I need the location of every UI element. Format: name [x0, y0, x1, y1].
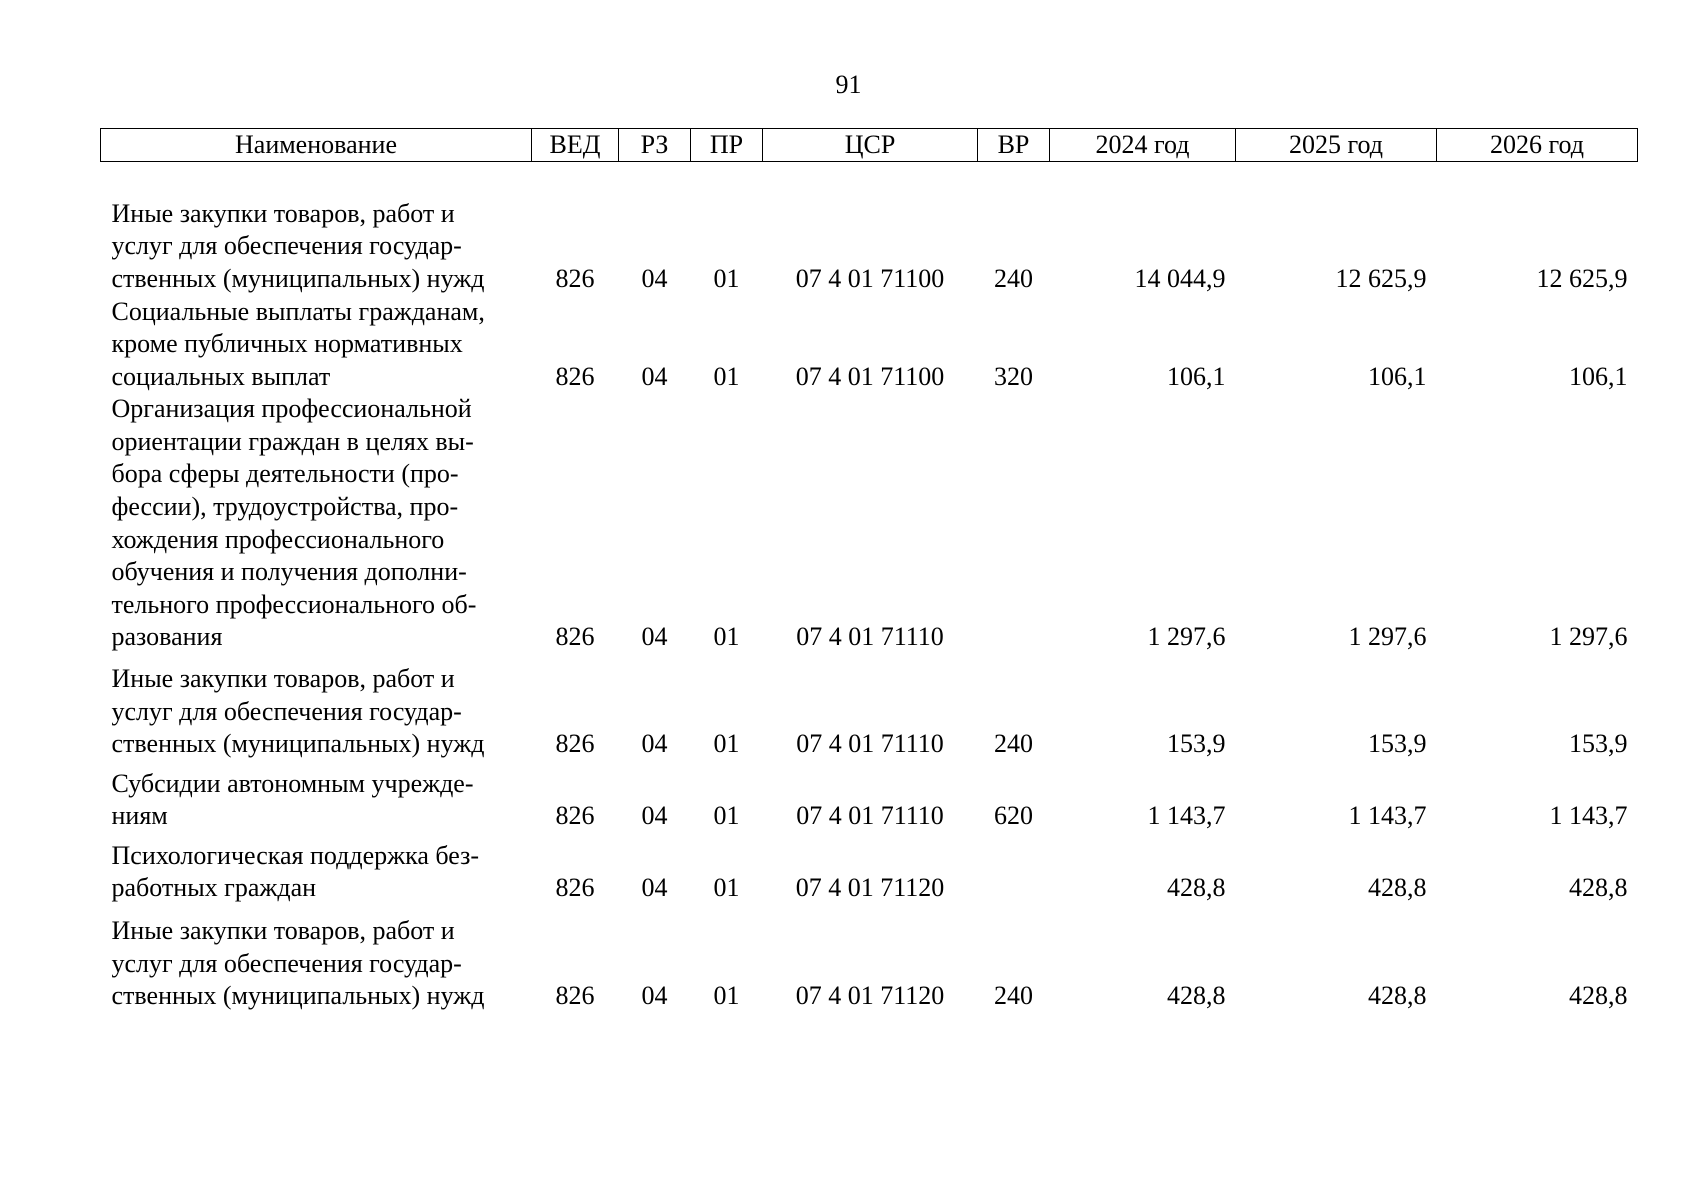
row-csr: 07 4 01 71110 — [796, 622, 944, 652]
row-name-line: тельного профессионального об- — [111, 589, 477, 619]
table-row — [101, 296, 1638, 394]
row-name-line: Организация профессиональной — [111, 394, 472, 424]
table-row — [101, 905, 1638, 1013]
row-value-2025: 1 143,7 — [1348, 801, 1427, 831]
row-csr: 07 4 01 71110 — [796, 729, 944, 759]
row-name-line: услуг для обеспечения государ- — [111, 696, 462, 726]
row-name-line: Иные закупки товаров, работ и — [111, 198, 455, 228]
row-csr: 07 4 01 71120 — [795, 873, 945, 903]
row-value-2024: 428,8 — [1167, 873, 1226, 903]
row-name — [101, 905, 532, 1013]
row-vr: 240 — [994, 263, 1033, 293]
row-rz: 04 — [641, 263, 668, 293]
row-name-line: услуг для обеспечения государ- — [111, 231, 462, 261]
table-row — [101, 654, 1638, 761]
row-pr: 01 — [713, 729, 740, 759]
row-value-2024: 428,8 — [1167, 981, 1226, 1011]
row-vr — [978, 393, 1050, 654]
table-row — [101, 833, 1638, 905]
row-rz: 04 — [641, 981, 668, 1011]
row-ved: 826 — [555, 263, 595, 293]
row-ved: 826 — [555, 981, 595, 1011]
row-ved: 826 — [555, 801, 595, 831]
row-rz: 04 — [641, 801, 668, 831]
row-pr: 01 — [713, 361, 740, 391]
row-value-2024: 1 297,6 — [1147, 622, 1226, 652]
row-ved: 826 — [555, 361, 595, 391]
row-name-line: Иные закупки товаров, работ и — [111, 664, 455, 694]
row-value-2026: 1 143,7 — [1549, 801, 1628, 831]
row-rz: 04 — [641, 729, 668, 759]
row-name-line: социальных выплат — [111, 361, 331, 391]
row-name-line: ственных (муниципальных) нужд — [111, 263, 485, 293]
row-name-line: ориентации граждан в целях вы- — [111, 426, 474, 456]
row-value-2025: 428,8 — [1368, 873, 1427, 903]
table-body — [101, 162, 1638, 1014]
header-2025: 2025 год — [1236, 129, 1437, 162]
row-value-2024: 153,9 — [1167, 729, 1226, 759]
row-name — [101, 296, 532, 394]
header-csr: ЦСР — [763, 129, 978, 162]
row-pr: 01 — [713, 981, 740, 1011]
row-csr: 07 4 01 71120 — [795, 981, 945, 1011]
row-value-2026: 428,8 — [1569, 981, 1628, 1011]
header-2026: 2026 год — [1437, 129, 1638, 162]
row-name-line: Социальные выплаты гражданам, — [111, 296, 485, 326]
table-row — [101, 162, 1638, 296]
row-value-2024: 14 044,9 — [1134, 263, 1226, 293]
row-vr — [978, 833, 1050, 905]
row-name — [101, 654, 532, 761]
row-pr: 01 — [713, 622, 740, 652]
row-value-2026: 1 297,6 — [1549, 622, 1628, 652]
row-value-2025: 1 297,6 — [1348, 622, 1427, 652]
row-vr: 620 — [994, 801, 1033, 831]
header-2024: 2024 год — [1050, 129, 1236, 162]
row-rz: 04 — [641, 622, 668, 652]
row-rz: 04 — [641, 361, 668, 391]
row-name-line: Психологическая поддержка без- — [111, 840, 480, 870]
row-ved: 826 — [555, 873, 595, 903]
table-row — [101, 761, 1638, 833]
row-value-2025: 106,1 — [1368, 361, 1427, 391]
header-name: Наименование — [101, 129, 532, 162]
row-pr: 01 — [713, 873, 740, 903]
row-vr: 240 — [994, 729, 1033, 759]
header-vr: ВР — [978, 129, 1050, 162]
row-value-2025: 153,9 — [1368, 729, 1427, 759]
row-csr: 07 4 01 71100 — [795, 263, 945, 293]
row-name-line: Субсидии автономным учрежде- — [111, 768, 474, 798]
row-name-line: хождения профессионального — [111, 524, 445, 554]
page-number: 91 — [835, 70, 862, 99]
row-value-2024: 1 143,7 — [1147, 801, 1226, 831]
row-name-line: ственных (муниципальных) нужд — [111, 981, 485, 1011]
table-row — [101, 393, 1638, 654]
row-name — [101, 761, 532, 833]
row-name-line: услуг для обеспечения государ- — [111, 948, 462, 978]
row-ved: 826 — [555, 729, 595, 759]
row-value-2026: 12 625,9 — [1536, 263, 1628, 293]
row-value-2026: 106,1 — [1569, 361, 1628, 391]
row-name-line: разования — [111, 622, 223, 652]
row-csr: 07 4 01 71110 — [796, 801, 944, 831]
row-name-line: кроме публичных нормативных — [111, 329, 463, 359]
row-name-line: Иные закупки товаров, работ и — [111, 916, 455, 946]
row-value-2026: 153,9 — [1569, 729, 1628, 759]
row-name — [101, 833, 532, 905]
row-value-2024: 106,1 — [1167, 361, 1226, 391]
row-name-line: обучения и получения дополни- — [111, 557, 467, 587]
header-rz: РЗ — [619, 129, 691, 162]
row-ved: 826 — [555, 622, 595, 652]
header-ved: ВЕД — [532, 129, 619, 162]
row-name-line: ниям — [111, 801, 168, 831]
row-pr: 01 — [713, 801, 740, 831]
row-name-line: ственных (муниципальных) нужд — [111, 729, 485, 759]
header-pr: ПР — [691, 129, 763, 162]
row-pr: 01 — [713, 263, 740, 293]
table-header-row — [101, 129, 1638, 162]
row-name-line: работных граждан — [111, 873, 317, 903]
row-vr: 320 — [994, 361, 1033, 391]
budget-table — [100, 128, 1638, 1013]
row-value-2025: 12 625,9 — [1335, 263, 1427, 293]
row-vr: 240 — [994, 981, 1033, 1011]
row-name — [101, 162, 532, 296]
row-name-line: фессии), трудоустройства, про- — [111, 492, 459, 522]
row-csr: 07 4 01 71100 — [795, 361, 945, 391]
row-value-2026: 428,8 — [1569, 873, 1628, 903]
row-value-2025: 428,8 — [1368, 981, 1427, 1011]
row-name-line: бора сферы деятельности (про- — [111, 459, 459, 489]
row-name — [101, 393, 532, 654]
row-rz: 04 — [641, 873, 668, 903]
